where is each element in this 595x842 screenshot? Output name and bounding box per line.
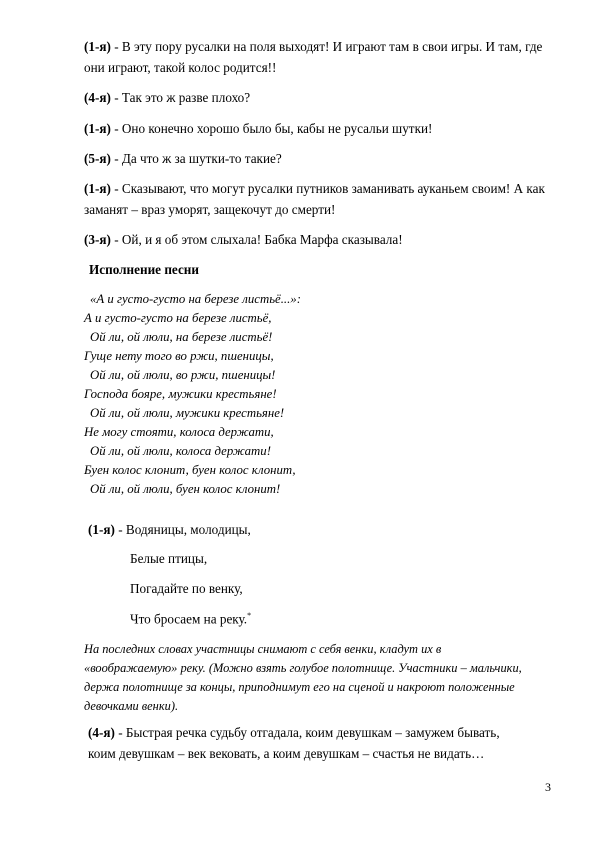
verse-intro-line — [88, 519, 568, 540]
verse-text: Что бросаем на реку. — [130, 611, 248, 627]
dialogue-text: - Быстрая речка судьбу отгадала, коим девушкам – замужем бывать, коим девушкам – век вековать, а коим девушкам – счастья не видать… — [88, 725, 500, 761]
speaker-label: (4-я) — [84, 90, 111, 105]
speaker-label: (1-я) — [84, 181, 111, 196]
dialogue-text: - В эту пору русалки на поля выходят! И играют там в свои игры. И там, где они играют, такой колос родится!! — [84, 39, 543, 75]
verse-text: - Водяницы, молодицы, — [114, 522, 251, 537]
song-line: «А и густо-густо на березе листьё...»: — [90, 292, 301, 306]
speaker-label: (3-я) — [84, 232, 111, 247]
dialogue-text: - Сказывают, что могут русалки путников заманивать ауканьем своим! А как заманят – враз уморят, защекочут до смерти! — [84, 181, 545, 217]
song-line: А и густо-густо на березе листьё, — [84, 311, 272, 325]
dialogue-line — [84, 229, 564, 250]
verse-line — [130, 611, 251, 627]
dialogue-text: - Оно конечно хорошо было бы, кабы не русальи шутки! — [110, 121, 433, 136]
page-number: 3 — [545, 780, 551, 794]
speaker-label: (1-я) — [84, 121, 111, 136]
speaker-label: (5-я) — [84, 151, 111, 166]
speaker-label: (4-я) — [88, 725, 115, 740]
song-heading: Исполнение песни — [89, 262, 199, 277]
dialogue-line — [84, 148, 564, 169]
verse-line: Погадайте по венку, — [130, 581, 243, 596]
dialogue-line — [84, 87, 564, 108]
dialogue-line — [84, 36, 564, 78]
song-line: Гуще нету того во ржи, пшеницы, — [84, 349, 274, 363]
song-line: Не могу стояти, колоса держати, — [84, 425, 274, 439]
song-line: Ой ли, ой люли, мужики крестьяне! — [90, 406, 285, 420]
song-line: Ой ли, ой люли, во ржи, пшеницы! — [90, 368, 276, 382]
speaker-label: (1-я) — [84, 39, 111, 54]
song-line: Ой ли, ой люли, на березе листьё! — [90, 330, 273, 344]
stage-direction: На последних словах участницы снимают с себя венки, кладут их в «воображаемую» реку. (Можно взять голубое полотнище. Участники – мальчики, держа полотнище за концы, приподнимут его на сценой и накроют положенные девочками венки). — [84, 642, 522, 713]
song-line: Господа бояре, мужики крестьяне! — [84, 387, 277, 401]
footnote-mark: * — [247, 611, 252, 620]
verse-line: Белые птицы, — [130, 551, 208, 566]
song-line: Ой ли, ой люли, колоса держати! — [90, 444, 271, 458]
dialogue-line — [88, 722, 528, 764]
song-line: Буен колос клонит, буен колос клонит, — [84, 463, 296, 477]
dialogue-text: - Да что ж за шутки-то такие? — [110, 151, 282, 166]
song-lyrics — [84, 290, 301, 499]
dialogue-line — [84, 118, 564, 139]
dialogue-line — [84, 178, 564, 220]
song-line: Ой ли, ой люли, буен колос клонит! — [90, 482, 281, 496]
dialogue-text: - Так это ж разве плохо? — [110, 90, 251, 105]
dialogue-text: - Ой, и я об этом слыхала! Бабка Марфа сказывала! — [110, 232, 403, 247]
speaker-label: (1-я) — [88, 522, 115, 537]
